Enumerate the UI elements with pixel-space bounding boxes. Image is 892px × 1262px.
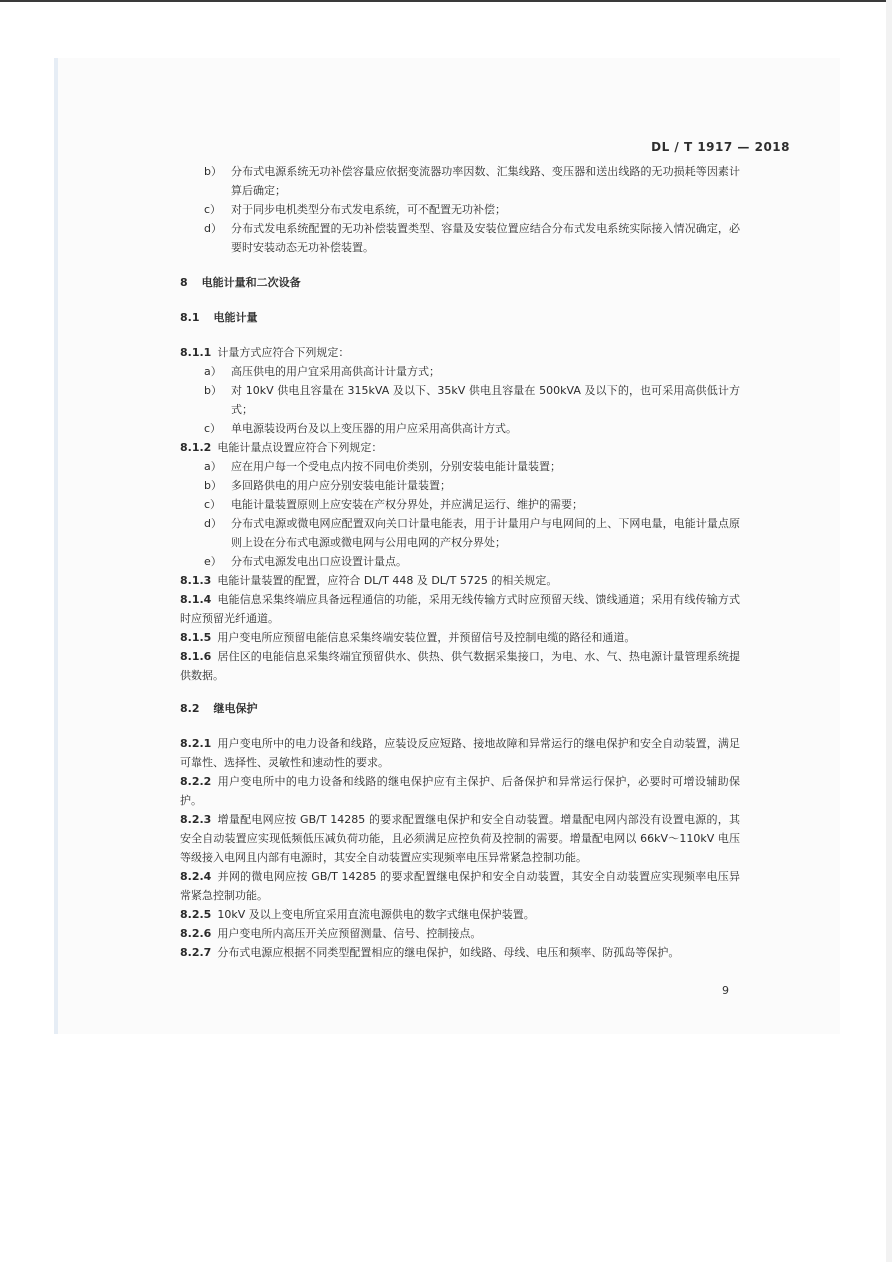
clause-number: 8.1.6	[180, 650, 212, 663]
list-text: 对于同步电机类型分布式发电系统，可不配置无功补偿；	[231, 203, 506, 216]
section-title: 电能计量和二次设备	[201, 276, 301, 289]
document-code-header: DL / T 1917 — 2018	[651, 140, 790, 154]
top-border	[0, 0, 892, 2]
clause-text: 居住区的电能信息采集终端宜预留供水、供热、供气数据采集接口，为电、水、气、热电源计量管理系统提供数据。	[180, 650, 740, 682]
clause	[180, 590, 740, 628]
clause-number: 8.2.6	[180, 927, 212, 940]
list-label: b）	[204, 479, 222, 492]
list-item	[180, 514, 740, 552]
list-label: b）	[204, 165, 222, 178]
clause-text: 计量方式应符合下列规定：	[217, 346, 350, 359]
clause	[180, 867, 740, 905]
list-label: b）	[204, 384, 222, 397]
clause-text: 分布式电源应根据不同类型配置相应的继电保护，如线路、母线、电压和频率、防孤岛等保护。	[217, 946, 680, 959]
list-text: 分布式电源系统无功补偿容量应依据变流器功率因数、汇集线路、变压器和送出线路的无功损耗等因素计算后确定；	[231, 165, 740, 197]
clause-text: 用户变电所中的电力设备和线路，应装设反应短路、接地故障和异常运行的继电保护和安全自动装置，满足可靠性、选择性、灵敏性和速动性的要求。	[180, 737, 740, 769]
clause	[180, 628, 740, 647]
list-item	[180, 162, 740, 200]
clause-text: 电能信息采集终端应具备远程通信的功能，采用无线传输方式时应预留天线、馈线通道；采用有线传输方式时应预留光纤通道。	[180, 593, 740, 625]
list-item	[180, 552, 740, 571]
clause-text: 10kV 及以上变电所宜采用直流电源供电的数字式继电保护装置。	[217, 908, 535, 921]
clause	[180, 571, 740, 590]
list-label: c）	[204, 203, 222, 216]
clause-text: 并网的微电网应按 GB/T 14285 的要求配置继电保护和安全自动装置，其安全自动装置应实现频率电压异常紧急控制功能。	[180, 870, 740, 902]
clause-text: 用户变电所中的电力设备和线路的继电保护应有主保护、后备保护和异常运行保护，必要时可增设辅助保护。	[180, 775, 740, 807]
clause-text: 增量配电网应按 GB/T 14285 的要求配置继电保护和安全自动装置。增量配电网内部没有设置电源的，其安全自动装置应实现低频低压减负荷功能，且必须满足应控负荷及控制的需要。增量配电网以 66kV～110kV 电压等级接入电网且内部有电源时，其安全自动装置应实现频率电压异常紧急控制功能。	[180, 813, 740, 864]
list-item	[180, 495, 740, 514]
list-item	[180, 457, 740, 476]
clause-text: 电能计量点设置应符合下列规定：	[217, 441, 383, 454]
clause	[180, 647, 740, 685]
list-label: e）	[204, 555, 222, 568]
clause-text: 电能计量装置的配置，应符合 DL/T 448 及 DL/T 5725 的相关规定。	[217, 574, 558, 587]
list-item	[180, 200, 740, 219]
clause	[180, 924, 740, 943]
list-text: 对 10kV 供电且容量在 315kVA 及以下、35kV 供电且容量在 500kVA 及以下的，也可采用高供低计方式；	[231, 384, 740, 416]
section-number: 8.2	[180, 702, 200, 715]
clause-number: 8.2.1	[180, 737, 212, 750]
list-text: 多回路供电的用户应分别安装电能计量装置；	[231, 479, 451, 492]
clause-number: 8.1.1	[180, 346, 212, 359]
clause-number: 8.1.3	[180, 574, 212, 587]
list-text: 分布式电源发电出口应设置计量点。	[231, 555, 407, 568]
list-item	[180, 219, 740, 257]
list-label: a）	[204, 365, 222, 378]
list-text: 单电源装设两台及以上变压器的用户应采用高供高计方式。	[231, 422, 517, 435]
list-label: c）	[204, 422, 222, 435]
list-text: 电能计量装置原则上应安装在产权分界处，并应满足运行、维护的需要；	[231, 498, 583, 511]
list-label: a）	[204, 460, 222, 473]
list-text: 分布式发电系统配置的无功补偿装置类型、容量及安装位置应结合分布式发电系统实际接入情况确定，必要时安装动态无功补偿装置。	[231, 222, 740, 254]
list-item	[180, 476, 740, 495]
section-title: 继电保护	[213, 702, 258, 715]
clause-number: 8.2.4	[180, 870, 212, 883]
list-text: 应在用户每一个受电点内按不同电价类别，分别安装电能计量装置；	[231, 460, 561, 473]
clause	[180, 810, 740, 867]
section-number: 8.1	[180, 311, 200, 324]
section-heading	[180, 273, 740, 292]
clause	[180, 734, 740, 772]
clause-text: 用户变电所应预留电能信息采集终端安装位置，并预留信号及控制电缆的路径和通道。	[217, 631, 636, 644]
list-label: d）	[204, 517, 222, 530]
clause	[180, 772, 740, 810]
list-text: 分布式电源或微电网应配置双向关口计量电能表，用于计量用户与电网间的上、下网电量，电能计量点原则上设在分布式电源或微电网与公用电网的产权分界处；	[231, 517, 740, 549]
list-label: d）	[204, 222, 222, 235]
clause	[180, 343, 740, 362]
clause	[180, 905, 740, 924]
list-item	[180, 419, 740, 438]
clause-number: 8.1.5	[180, 631, 212, 644]
clause-number: 8.2.3	[180, 813, 212, 826]
list-item	[180, 381, 740, 419]
page-number: 9	[722, 984, 729, 997]
clause-number: 8.2.7	[180, 946, 212, 959]
section-title: 电能计量	[213, 311, 258, 324]
section-number: 8	[180, 276, 188, 289]
clause	[180, 943, 740, 962]
clause	[180, 438, 740, 457]
subsection-heading	[180, 699, 740, 718]
page-body	[180, 162, 740, 962]
subsection-heading	[180, 308, 740, 327]
clause-number: 8.2.2	[180, 775, 212, 788]
clause-number: 8.2.5	[180, 908, 212, 921]
clause-text: 用户变电所内高压开关应预留测量、信号、控制接点。	[217, 927, 482, 940]
clause-number: 8.1.2	[180, 441, 212, 454]
list-item	[180, 362, 740, 381]
list-text: 高压供电的用户宜采用高供高计计量方式；	[231, 365, 440, 378]
right-margin-strip	[886, 0, 892, 1262]
list-label: c）	[204, 498, 222, 511]
clause-number: 8.1.4	[180, 593, 212, 606]
